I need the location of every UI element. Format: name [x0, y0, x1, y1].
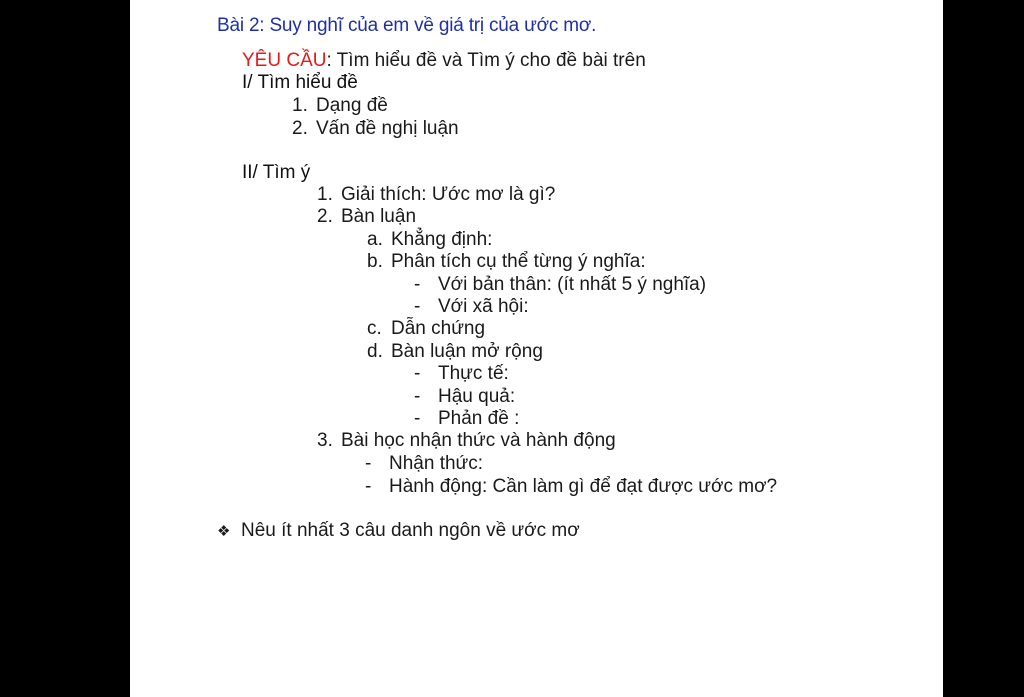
- diamond-bullet-icon: ❖: [217, 523, 231, 540]
- dash-marker: -: [365, 453, 372, 474]
- dash-marker: -: [414, 408, 421, 429]
- subitem-a: [367, 229, 492, 251]
- list-item-text: Bài học nhận thức và hành động: [341, 430, 616, 451]
- dash-marker: -: [414, 296, 421, 317]
- dash-marker: -: [414, 363, 421, 384]
- dash-marker: -: [414, 274, 421, 295]
- part2-item-3: [317, 430, 616, 452]
- part2-item-2: [317, 206, 416, 228]
- dash-marker: -: [414, 386, 421, 407]
- list-marker: 2.: [317, 206, 333, 227]
- list-item-text: Với xã hội:: [438, 296, 529, 317]
- list-item-text: Phân tích cụ thể từng ý nghĩa:: [391, 251, 646, 272]
- list-item-text: Bàn luận: [341, 206, 417, 227]
- bullet-item: [414, 408, 519, 430]
- list-item-text: Phản đề :: [438, 408, 520, 429]
- list-marker: a.: [367, 229, 383, 250]
- list-item-text: Với bản thân: (ít nhất 5 ý nghĩa): [438, 274, 707, 295]
- list-item-text: Nhận thức:: [389, 453, 484, 474]
- subitem-c: [367, 318, 485, 340]
- list-marker: b.: [367, 251, 383, 272]
- part1-heading: I/ Tìm hiểu đề: [242, 72, 358, 93]
- dash-marker: -: [365, 476, 372, 497]
- bullet-item: [365, 453, 483, 475]
- list-item-text: Vấn đề nghị luận: [316, 118, 459, 139]
- list-item-text: Hành động: Cần làm gì để đạt được ước mơ?: [389, 476, 778, 497]
- note-text: Nêu ít nhất 3 câu danh ngôn về ước mơ: [241, 520, 580, 541]
- list-item-text: Thực tế:: [438, 363, 509, 384]
- document-title: Bài 2: Suy nghĩ của em về giá trị của ước mơ.: [217, 15, 597, 36]
- bullet-item: [414, 386, 515, 408]
- part2-heading: II/ Tìm ý: [242, 162, 311, 183]
- requirement-text: : Tìm hiểu đề và Tìm ý cho đề bài trên: [326, 50, 646, 71]
- list-item-text: Giải thích: Ước mơ là gì?: [341, 184, 556, 205]
- list-item-text: Dẫn chứng: [391, 318, 486, 339]
- list-marker: d.: [367, 341, 383, 362]
- list-marker: 1.: [292, 95, 308, 116]
- part1-item: [292, 95, 388, 117]
- part2-item-1: [317, 184, 555, 206]
- list-item-text: Hậu quả:: [438, 386, 516, 407]
- list-marker: c.: [367, 318, 382, 339]
- list-marker: 2.: [292, 118, 308, 139]
- document-page: [130, 0, 943, 697]
- note-line: [217, 520, 580, 543]
- requirement-label: YÊU CẦU: [242, 50, 327, 71]
- list-item-text: Khẳng định:: [391, 229, 493, 250]
- list-item-text: Dạng đề: [316, 95, 388, 116]
- part1-item: [292, 118, 459, 140]
- bullet-item: [414, 363, 509, 385]
- list-marker: 3.: [317, 430, 333, 451]
- bullet-item: [365, 476, 777, 498]
- subitem-b: [367, 251, 646, 273]
- subitem-d: [367, 341, 543, 363]
- bullet-item: [414, 296, 529, 318]
- list-marker: 1.: [317, 184, 333, 205]
- requirement-line: [242, 50, 646, 72]
- bullet-item: [414, 274, 706, 296]
- list-item-text: Bàn luận mở rộng: [391, 341, 543, 362]
